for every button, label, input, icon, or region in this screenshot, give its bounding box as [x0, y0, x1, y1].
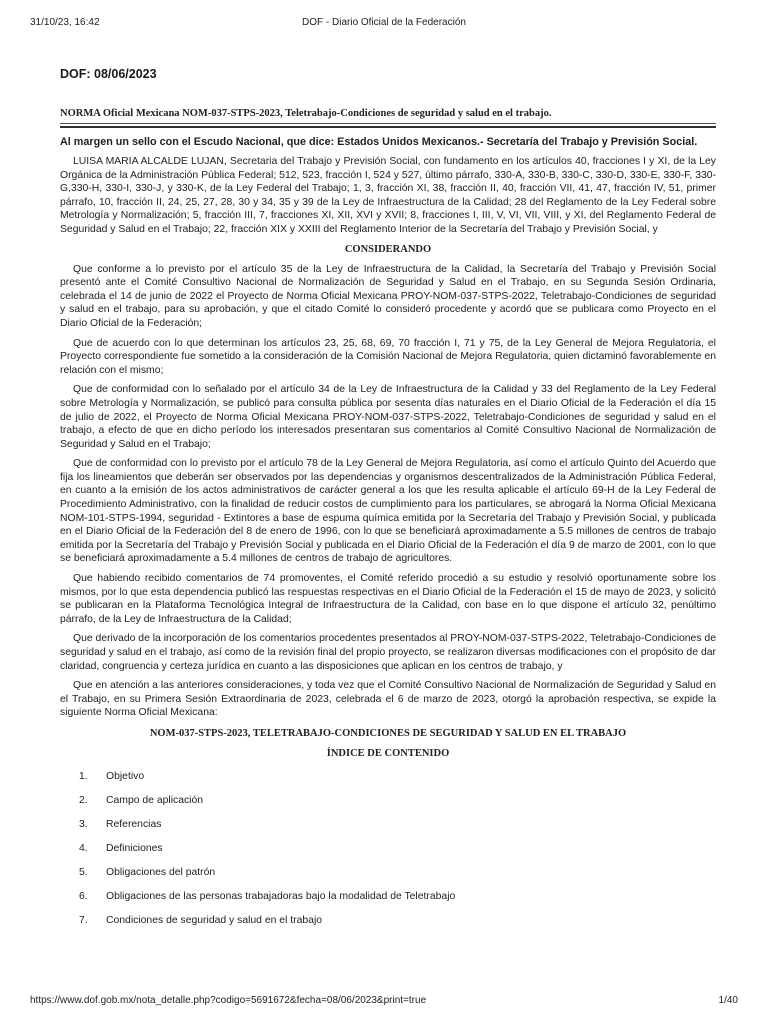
toc-item: [60, 818, 716, 831]
dof-date: DOF: 08/06/2023: [60, 67, 157, 81]
considerando-paragraph: Que en atención a las anteriores consideraciones, y toda vez que el Comité Consultivo Nacional de Normalización de Seguridad y Salud en el Trabajo, en su Primera Sesión Extraordinaria de 2023, celebrada el 6 de marzo de 2023, otorgó la aprobación respectiva, se expide la siguiente Norma Oficial Mexicana:: [60, 680, 716, 719]
considerando-paragraph: Que de conformidad con lo señalado por el artículo 34 de la Ley de Infraestructura de la Calidad y 33 del Reglamento de la Ley Federal sobre Metrología y Normalización, se publicó para consulta pública por sesenta días naturales en el Diario Oficial de la Federación el día 15 de julio de 2022, el Proyecto de Norma Oficial Mexicana PROY-NOM-037-STPS-2022, Teletrabajo-Condiciones de seguridad y salud en el trabajo, a efecto de que en dicho período los interesados presentaran sus comentarios al Comité Consultivo Nacional de Normalización de Seguridad y Salud en el Trabajo;: [60, 384, 716, 450]
toc-item-number: 3.: [79, 818, 88, 830]
considerando-paragraph: Que conforme a lo previsto por el artículo 35 de la Ley de Infraestructura de la Calidad, la Secretaría del Trabajo y Previsión Social presentó ante el Comité Consultivo Nacional de Normalización de Seguridad y Salud en el Trabajo, en su Segunda Sesión Ordinaria, celebrada el 14 de junio de 2022 el Proyecto de Norma Oficial Mexicana PROY-NOM-037-STPS-2022, Teletrabajo-Condiciones de seguridad y salud en el trabajo, para su aprobación, y que el citado Comité lo consideró procedente y acordó que se publicara como Proyecto en el Diario Oficial de la Federación;: [60, 263, 716, 329]
title-divider: [60, 123, 716, 124]
print-url: https://www.dof.gob.mx/nota_detalle.php?codigo=5691672&fecha=08/06/2023&print=true: [30, 995, 427, 1006]
margin-note: Al margen un sello con el Escudo Nacional, que dice: Estados Unidos Mexicanos.- Secretaría del Trabajo y Previsión Social.: [60, 136, 698, 148]
toc-item-number: 4.: [79, 842, 88, 854]
toc-item-label: Obligaciones de las personas trabajadoras bajo la modalidad de Teletrabajo: [106, 890, 456, 902]
toc-item-label: Definiciones: [106, 842, 163, 854]
toc-item: [60, 794, 716, 807]
considerando-paragraph: Que derivado de la incorporación de los comentarios procedentes presentados al PROY-NOM-037-STPS-2022, Teletrabajo-Condiciones de seguridad y salud en el trabajo, así como de la revisión final del propio proyecto, se realizaron diversas modificaciones con el propósito de dar claridad, congruencia y certeza jurídica en cuanto a las disposiciones que aplican en los centros de trabajo, y: [60, 633, 716, 672]
toc-heading: ÍNDICE DE CONTENIDO: [326, 747, 450, 759]
print-page-number: 1/40: [718, 995, 738, 1006]
document-title: NORMA Oficial Mexicana NOM-037-STPS-2023, Teletrabajo-Condiciones de seguridad y salud en el trabajo.: [60, 108, 552, 119]
toc-item: [60, 770, 716, 783]
considerando-paragraph: Que de acuerdo con lo que determinan los artículos 23, 25, 68, 69, 70 fracción I, 71 y 75, de la Ley General de Mejora Regulatoria, el Proyecto correspondiente fue sometido a la consideración de la Comisión Nacional de Mejora Regulatoria, quien dictaminó favorablemente en relación con el mismo;: [60, 337, 716, 376]
toc-item-number: 5.: [79, 866, 88, 878]
considerando-heading: CONSIDERANDO: [344, 243, 432, 255]
toc-item-label: Referencias: [106, 818, 162, 830]
toc-item-number: 1.: [79, 770, 88, 782]
toc-item-label: Obligaciones del patrón: [106, 866, 216, 878]
toc-item-label: Campo de aplicación: [106, 794, 204, 806]
toc-item: [60, 914, 716, 927]
considerando-paragraph: Que habiendo recibido comentarios de 74 promoventes, el Comité referido procedió a su estudio y resolvió oportunamente sobre los mismos, por lo que esta dependencia publicó las respuestas respectivas en el Diario Oficial de la Federación el 15 de mayo de 2023, y solicitó se publicaran en la Plataforma Tecnológica Integral de Infraestructura de la Calidad, con base en lo que dispone el artículo 32, penúltimo párrafo, de la Ley de Infraestructura de la Calidad;: [60, 573, 716, 625]
toc-item-number: 2.: [79, 794, 88, 806]
toc-item-label: Objetivo: [106, 770, 145, 782]
document-body: [60, 66, 716, 938]
print-footer: [30, 994, 738, 1008]
toc-item-label: Condiciones de seguridad y salud en el trabajo: [106, 914, 323, 926]
table-of-contents: [60, 770, 716, 927]
toc-item-number: 7.: [79, 914, 88, 926]
norm-heading: NOM-037-STPS-2023, TELETRABAJO-CONDICIONES DE SEGURIDAD Y SALUD EN EL TRABAJO: [149, 727, 627, 739]
print-datetime: 31/10/23, 16:42: [30, 17, 100, 28]
toc-item: [60, 890, 716, 903]
toc-item-number: 6.: [79, 890, 88, 902]
toc-item: [60, 866, 716, 879]
print-page-title: DOF - Diario Oficial de la Federación: [302, 17, 466, 28]
print-header: [30, 16, 738, 30]
considerando-paragraph: Que de conformidad con lo previsto por el artículo 78 de la Ley General de Mejora Regulatoria, así como el artículo Quinto del Acuerdo que fija los lineamientos que deberán ser observados por las dependencias y organismos descentralizados de la Administración Pública Federal, en cuanto a la emisión de los actos administrativos de carácter general a los que les resulta aplicable el artículo 69-H de la Ley Federal de Procedimiento Administrativo, con la finalidad de reducir costos de cumplimiento para los particulares, se abrogará la Norma Oficial Mexicana NOM-101-STPS-1994, seguridad - Extintores a base de espuma química emitida por la Secretaría del Trabajo y Previsión Social, y publicada en el Diario Oficial de la Federación del 8 de enero de 1996, con lo que se beneficiará aproximadamente a 5.5 millones de centros de trabajo emitida por la Secretaría del Trabajo y Previsión Social y publicada en el Diario Oficial de la Federación el día 9 de marzo de 2001, con lo que se beneficiará aproximadamente a 5.4 millones de centros de trabajo de agricultores.: [60, 458, 716, 565]
title-divider-thick: [60, 126, 716, 128]
intro-paragraph: LUISA MARIA ALCALDE LUJAN, Secretaria del Trabajo y Previsión Social, con fundamento en los artículos 40, fracciones I y XI, de la Ley Orgánica de la Administración Pública Federal; 512, 523, fracción I, 524 y 527, último párrafo, 330-A, 330-B, 330-C, 330-D, 330-E, 330-F, 330-G,330-H, 330-I, 330-J, y 330-K, de la Ley Federal del Trabajo; 1, 3, fracción XI, 38, fracción II, 40, fracción VII, 41, 47, fracción IV, 51, primer párrafo, 10, fracción II, 24, 25, 27, 28, 30 y 34, 35 y 39 de la Ley de Infraestructura de la Calidad; 28 del Reglamento de la Ley Federal sobre Metrología y Normalización; 5, fracción III, 7, fracciones XI, XII, XVI y XVII; 8, fracciones I, III, V, VI, VII, VIII, y XI, del Reglamento Federal de Seguridad y Salud en el Trabajo; 22, fracción XIX y XXIII del Reglamento Interior de la Secretaría del Trabajo y Previsión Social, y: [60, 156, 716, 235]
toc-item: [60, 842, 716, 855]
